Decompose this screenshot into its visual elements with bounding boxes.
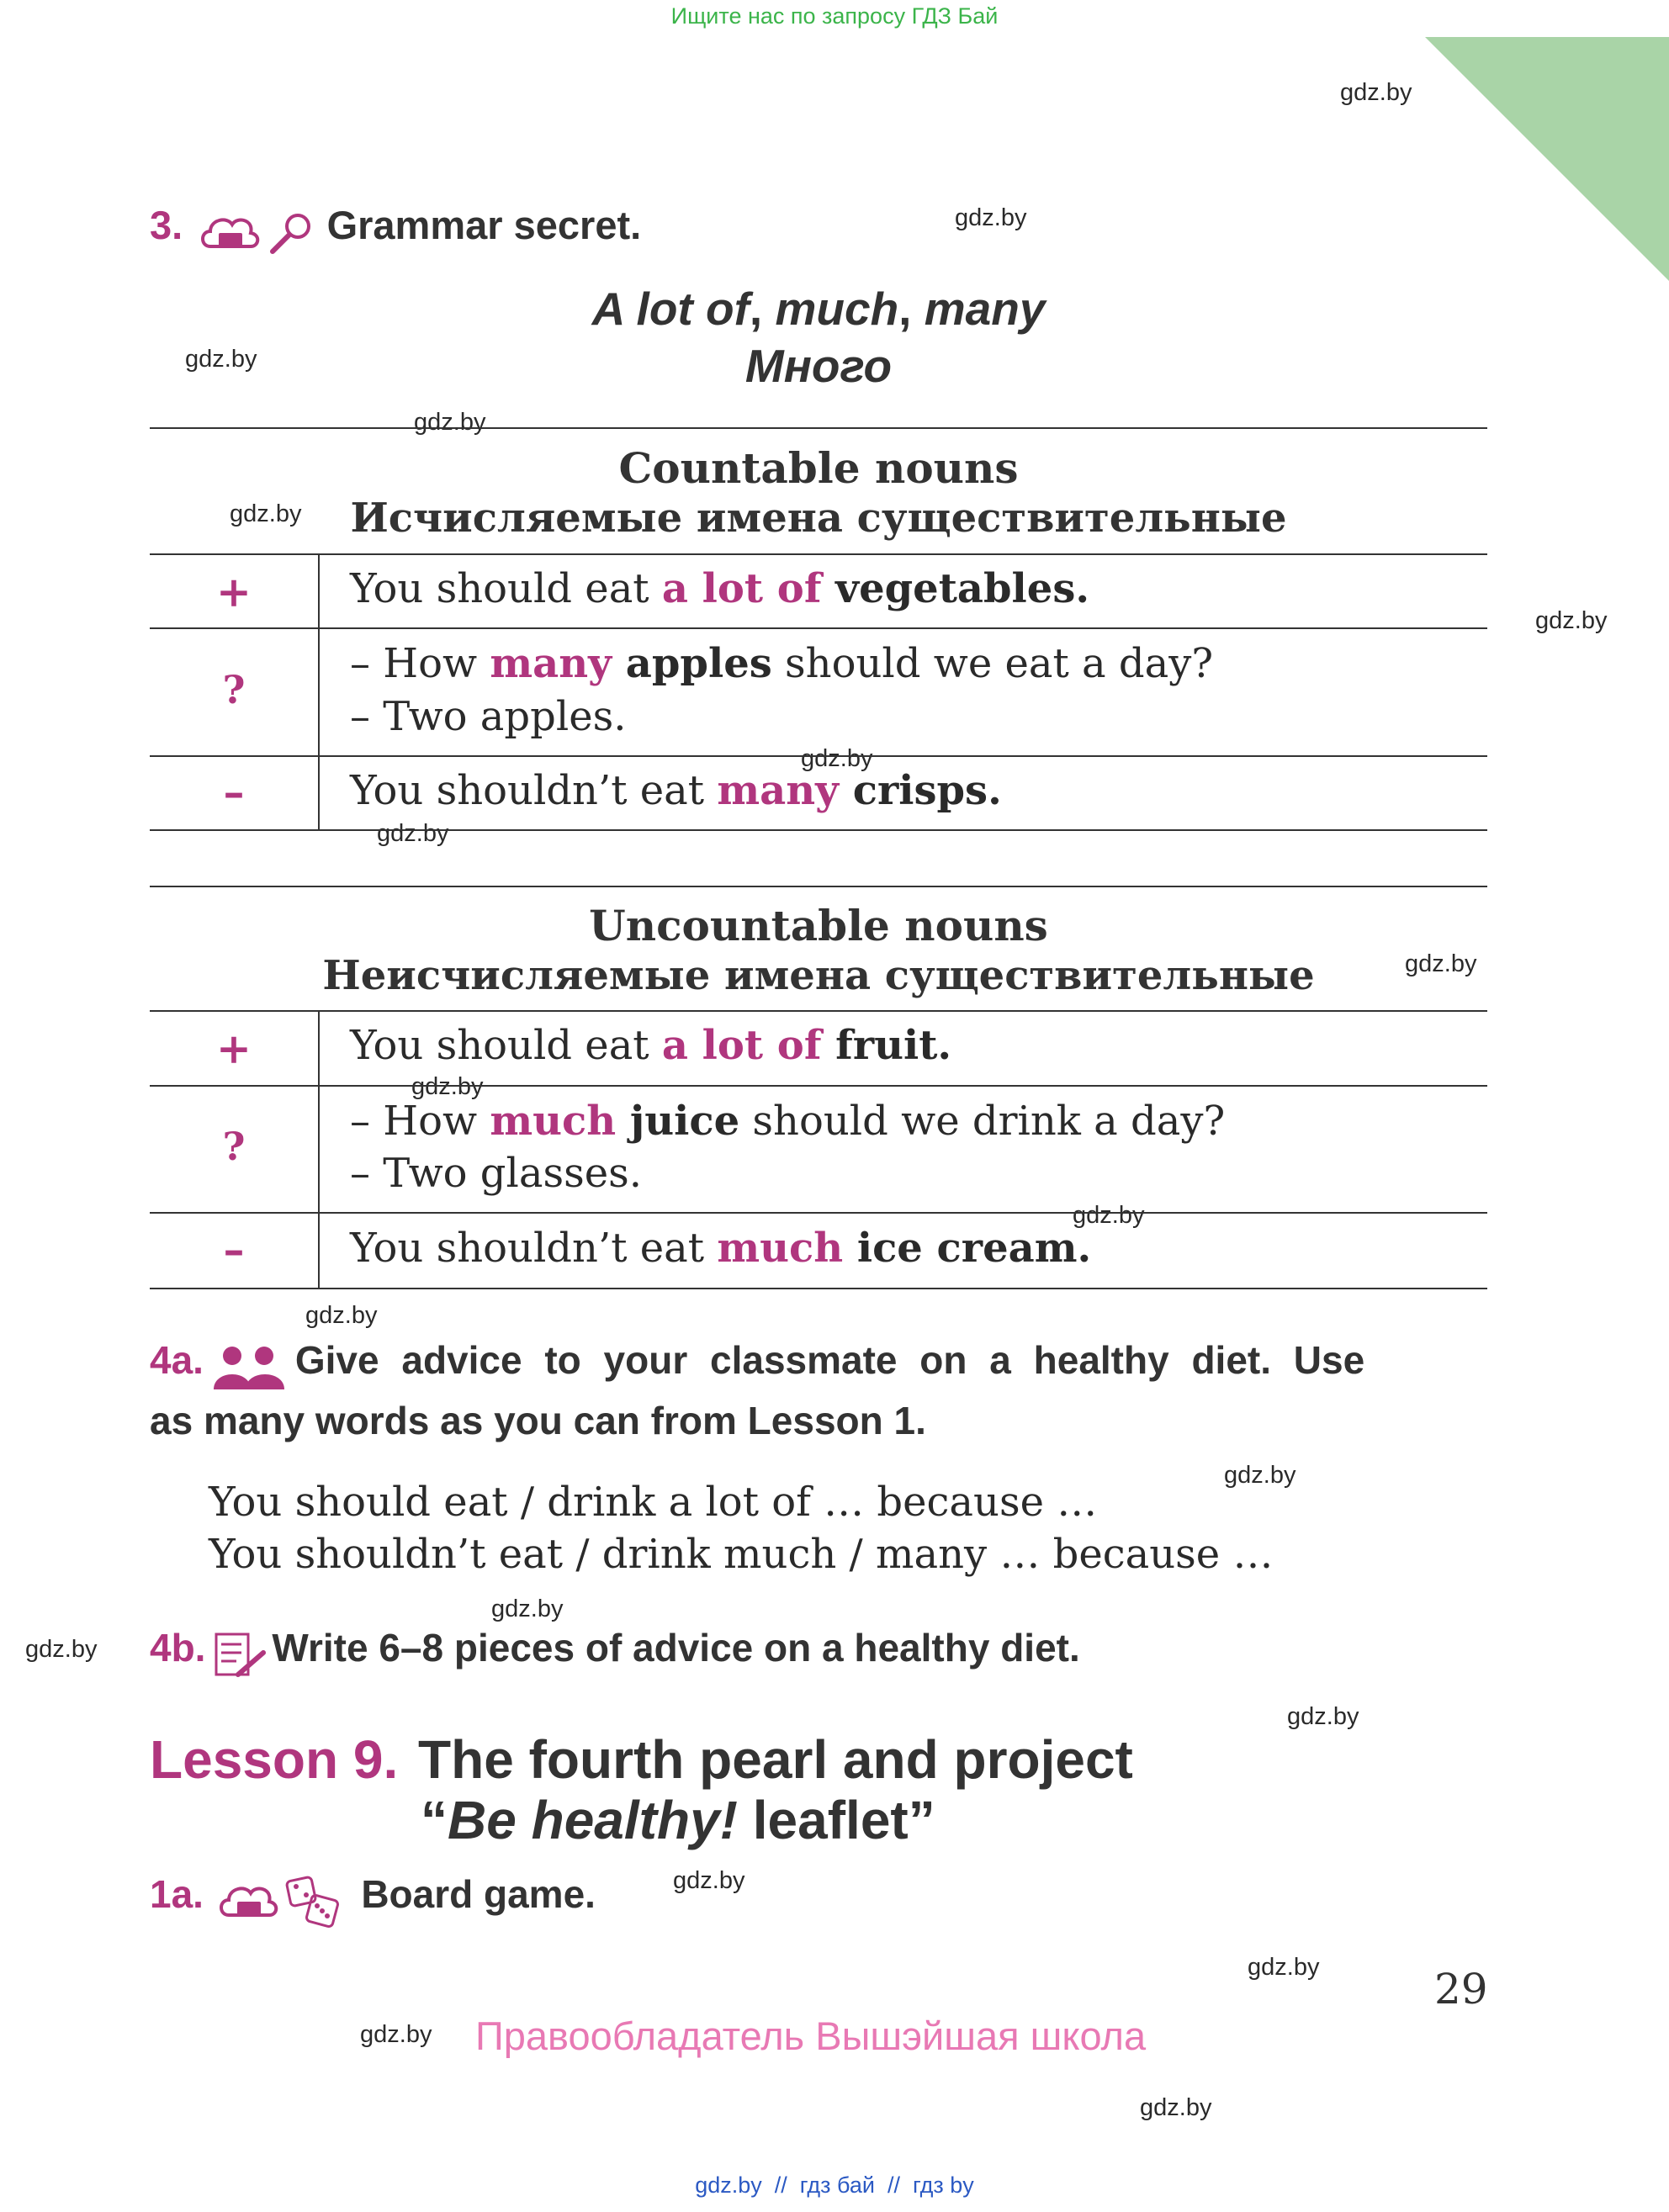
watermark: gdz.by xyxy=(1287,1703,1359,1730)
table-row xyxy=(350,565,1089,612)
lesson-title: The fourth pearl and project xyxy=(418,1729,1133,1790)
table-row-answer: – Two glasses. xyxy=(350,1150,643,1197)
table-row xyxy=(350,1225,1091,1272)
cloud-folder-icon xyxy=(217,1878,281,1929)
lesson-heading xyxy=(150,1728,1133,1791)
footer-links[interactable]: gdz.by // гдз бай // гдз by xyxy=(695,2172,974,2198)
exercise-number: 1a. xyxy=(150,1872,204,1916)
table-row-answer: – Two apples. xyxy=(350,693,627,740)
title-separator: , xyxy=(898,283,925,335)
cloud-folder-icon xyxy=(199,209,262,261)
exercise-number: 3. xyxy=(150,203,183,247)
watermark: gdz.by xyxy=(1340,79,1412,106)
watermark: gdz.by xyxy=(1535,607,1608,634)
divider xyxy=(150,1010,1487,1012)
highlight-word: many xyxy=(490,640,612,687)
exercise-number: 4b. xyxy=(150,1626,206,1670)
pair-work-icon xyxy=(210,1344,288,1395)
divider xyxy=(150,755,1487,757)
divider xyxy=(150,829,1487,831)
table-subtitle: Много xyxy=(744,340,893,392)
uncountable-heading-ru: Неисчисляемые имена существительные xyxy=(322,952,1315,999)
table-row xyxy=(350,1022,951,1069)
noun-word: fruit. xyxy=(821,1022,952,1069)
positive-symbol: + xyxy=(216,567,252,617)
lesson-title-rest: leaflet” xyxy=(737,1790,935,1850)
exercise-1a-heading xyxy=(150,1871,596,1934)
sentence-pattern: You shouldn’t eat / drink much / many … because … xyxy=(209,1531,1274,1578)
title-part: many xyxy=(924,283,1046,335)
divider xyxy=(150,1085,1487,1087)
watermark: gdz.by xyxy=(25,1636,98,1663)
lesson-label: Lesson 9. xyxy=(150,1729,399,1790)
writing-icon xyxy=(213,1631,268,1684)
watermark: gdz.by xyxy=(377,820,449,847)
highlight-word: a lot of xyxy=(661,1022,822,1069)
row-text: You shouldn’t eat xyxy=(350,767,718,814)
exercise-number: 4a. xyxy=(150,1338,204,1382)
exercise-4a-heading xyxy=(150,1337,1487,1395)
divider xyxy=(318,1010,320,1288)
noun-word: vegetables. xyxy=(821,565,1090,612)
divider xyxy=(150,627,1487,629)
sentence-pattern: You should eat / drink a lot of … because … xyxy=(209,1479,1098,1526)
table-title xyxy=(150,282,1487,336)
countable-heading-en: Countable nouns xyxy=(618,443,1019,493)
highlight-word: much xyxy=(717,1225,844,1272)
page-number: 29 xyxy=(1434,1965,1488,2014)
negative-symbol: – xyxy=(223,767,245,817)
watermark: gdz.by xyxy=(185,346,257,373)
watermark: gdz.by xyxy=(230,500,302,527)
title-separator: , xyxy=(749,283,776,335)
countable-heading-ru: Исчисляемые имена существительные xyxy=(350,495,1287,542)
highlight-word: a lot of xyxy=(661,565,822,612)
divider xyxy=(150,886,1487,887)
watermark: gdz.by xyxy=(955,204,1027,231)
divider xyxy=(318,553,320,829)
table-row xyxy=(350,640,1213,687)
row-text: should we eat a day? xyxy=(771,640,1214,687)
noun-word: ice cream. xyxy=(843,1225,1092,1272)
table-row xyxy=(350,1098,1225,1145)
watermark: gdz.by xyxy=(673,1867,745,1894)
negative-symbol: – xyxy=(223,1225,245,1274)
watermark: gdz.by xyxy=(491,1595,564,1622)
row-text: You should eat xyxy=(350,1022,662,1069)
noun-word: juice xyxy=(616,1098,740,1145)
watermark: gdz.by xyxy=(1224,1462,1296,1489)
watermark: gdz.by xyxy=(1140,2094,1212,2121)
divider xyxy=(150,553,1487,555)
row-text: – How xyxy=(350,1098,490,1145)
watermark: gdz.by xyxy=(414,409,486,436)
quote-mark: “ xyxy=(421,1790,448,1850)
magnifier-icon xyxy=(266,209,316,261)
exercise-instruction: Give advice to your classmate on a healthy diet. Use xyxy=(294,1338,1365,1382)
watermark: gdz.by xyxy=(1405,950,1477,977)
exercise-4b-heading xyxy=(150,1625,1080,1684)
row-text: should we drink a day? xyxy=(739,1098,1226,1145)
highlight-word: much xyxy=(490,1098,617,1145)
exercise-3-heading xyxy=(150,202,641,261)
exercise-title: Grammar secret. xyxy=(326,203,642,247)
divider xyxy=(150,427,1487,429)
row-text: You should eat xyxy=(350,565,662,612)
positive-symbol: + xyxy=(216,1024,252,1073)
noun-word: crisps. xyxy=(839,767,1002,814)
watermark: gdz.by xyxy=(305,1302,378,1329)
title-part: much xyxy=(775,283,899,335)
exercise-instruction: Board game. xyxy=(361,1872,596,1916)
watermark: gdz.by xyxy=(1073,1202,1145,1229)
watermark: gdz.by xyxy=(1248,1954,1320,1981)
question-symbol: ? xyxy=(222,667,246,712)
watermark: gdz.by xyxy=(360,2021,432,2048)
table-row xyxy=(350,767,1002,814)
exercise-instruction: Write 6–8 pieces of advice on a healthy diet. xyxy=(272,1626,1080,1670)
noun-word: apples xyxy=(612,640,772,687)
row-text: You shouldn’t eat xyxy=(350,1225,718,1272)
lesson-title-line2 xyxy=(421,1789,935,1851)
top-banner[interactable]: Ищите нас по запросу ГДЗ Бай xyxy=(670,3,999,29)
question-symbol: ? xyxy=(222,1124,246,1169)
watermark: gdz.by xyxy=(411,1073,484,1100)
divider xyxy=(150,1288,1487,1289)
lesson-title-italic: Be healthy! xyxy=(448,1790,738,1850)
title-part: A lot of xyxy=(591,283,750,335)
corner-decoration xyxy=(1425,37,1669,281)
watermark: gdz.by xyxy=(801,745,873,772)
row-text: – How xyxy=(350,640,490,687)
divider xyxy=(150,1212,1487,1214)
dice-icon xyxy=(285,1874,341,1934)
exercise-instruction: as many words as you can from Lesson 1. xyxy=(150,1399,926,1442)
copyright-notice: Правообладатель Вышэйшая школа xyxy=(475,2014,1147,2058)
highlight-word: many xyxy=(717,767,839,814)
uncountable-heading-en: Uncountable nouns xyxy=(589,901,1048,950)
